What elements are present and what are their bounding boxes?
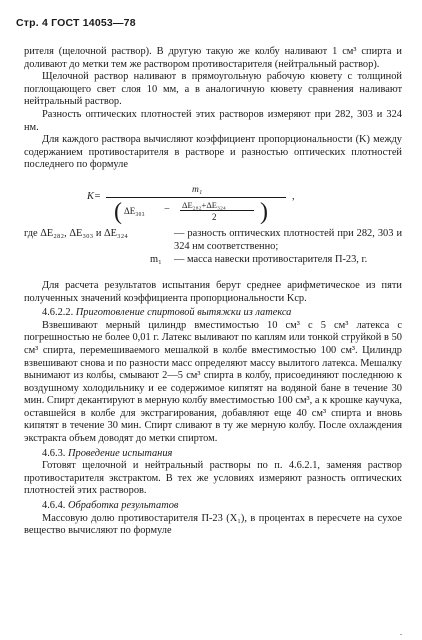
right-paren: ) [260,198,268,225]
section-title: Приготовление спиртовой вытяжки из латекса [75,307,292,319]
paragraph-results: Массовую долю противостарителя П-23 (X₁), в процентах в пересчете на сухое вещество вычисляют по формуле [24,512,402,537]
section-title: Проведение испытания [68,447,173,459]
minus-sign: − [164,203,170,215]
section-number: 4.6.2.2. [42,307,74,319]
formula-k [24,175,402,225]
section-heading-4-6-2-2 [24,307,402,320]
paragraph-optical-density: Разность оптических плотностей этих растворов измеряют при 282, 303 и 324 нм. [24,108,402,133]
def-2-text: — масса навески противостарителя П-23, г. [174,253,368,265]
def-2-symbol: m₁ [150,253,162,265]
section-heading-4-6-4 [24,500,402,513]
section-number: 4.6.4. [42,500,66,512]
paragraph-alkaline-solution: Щелочной раствор наливают в прямоугольную рабочую кювету с толщиной поглощающего свет слоя 10 мм, а в аналогичную кювету сравнения наливают нейтральный раствор. [24,71,402,108]
footer-mark: . [400,628,402,637]
def-1-text: — разность оптических плотностей при 282, 303 и 324 нм соответственно; [174,227,402,252]
def-1-symbols: где ΔE₂₈₂, ΔE₃₀₃ и ΔE₃₂₄ [24,227,128,239]
inner-numerator: ΔE₂₈₂+ΔE₃₂₄ [182,199,226,210]
left-paren: ( [114,198,122,225]
page-header: Стр. 4 ГОСТ 14053—78 [16,17,136,29]
paragraph-coefficient: Для каждого раствора вычисляют коэффициент пропорциональности (K) между содержанием противостарителя в растворе и разностью оптических плотностей последнего по формуле [24,134,402,171]
paragraph-average: Для расчета результатов испытания берут среднее арифметическое из пяти полученных значений коэффициента пропорциональности Kср. [24,279,402,304]
page-body [24,46,402,538]
section-heading-4-6-3 [24,448,402,461]
formula-definitions [24,228,402,280]
delta-e-303: ΔE₃₀₃ [124,205,145,216]
inner-denominator: 2 [212,211,217,222]
formula-numerator: m₁ [192,184,203,195]
section-title: Обработка результатов [68,500,179,512]
fraction-line [106,197,286,198]
paragraph-testing: Готовят щелочной и нейтральный растворы по п. 4.6.2.1, заменяя раствор противостарителя экстрактом. В тех же условиях измеряют разность оптических плотностей этих растворов. [24,460,402,497]
formula-comma: , [292,190,295,202]
section-number: 4.6.3. [42,447,66,459]
paragraph-continued: рителя (щелочной раствор). В другую такую же колбу наливают 1 см³ спирта и доливают до метки тем же раствором противостарителя (нейтральный раствор). [24,46,402,70]
paragraph-extract-preparation: Взвешивают мерный цилиндр вместимостью 10 см³ с 5 см³ латекса с погрешностью не более 0,01 г. Латекс выливают по каплям или тонкой струйкой в 50 см³ спирта, перемешиваемого мешалкой в колбе вместимостью 100 см³. Цилиндр взвешивают снова и по разности масс определяют массу вылитого латекса. Мешалку вынимают из колбы, смывают 2—5 см³ спирта в колбу, присоединяют последнюю к воздушному холодильнику и ее содержимое кипятят на водяной бане в течение 30 мин. Спирт декантируют в мерную колбу вместимостью 100 см³, а к крошке каучука, оставшейся в колбе для экстрагирования, добавляют еще 40 см³ спирта и вновь кипятят в течение 30 мин. Спирт сливают в ту же мерную колбу. После охлаждения экстракта объем доводят до метки спиртом. [24,319,402,445]
inner-fraction-line [180,210,254,211]
formula-denominator [114,199,284,225]
formula-lhs: K= [87,190,101,202]
